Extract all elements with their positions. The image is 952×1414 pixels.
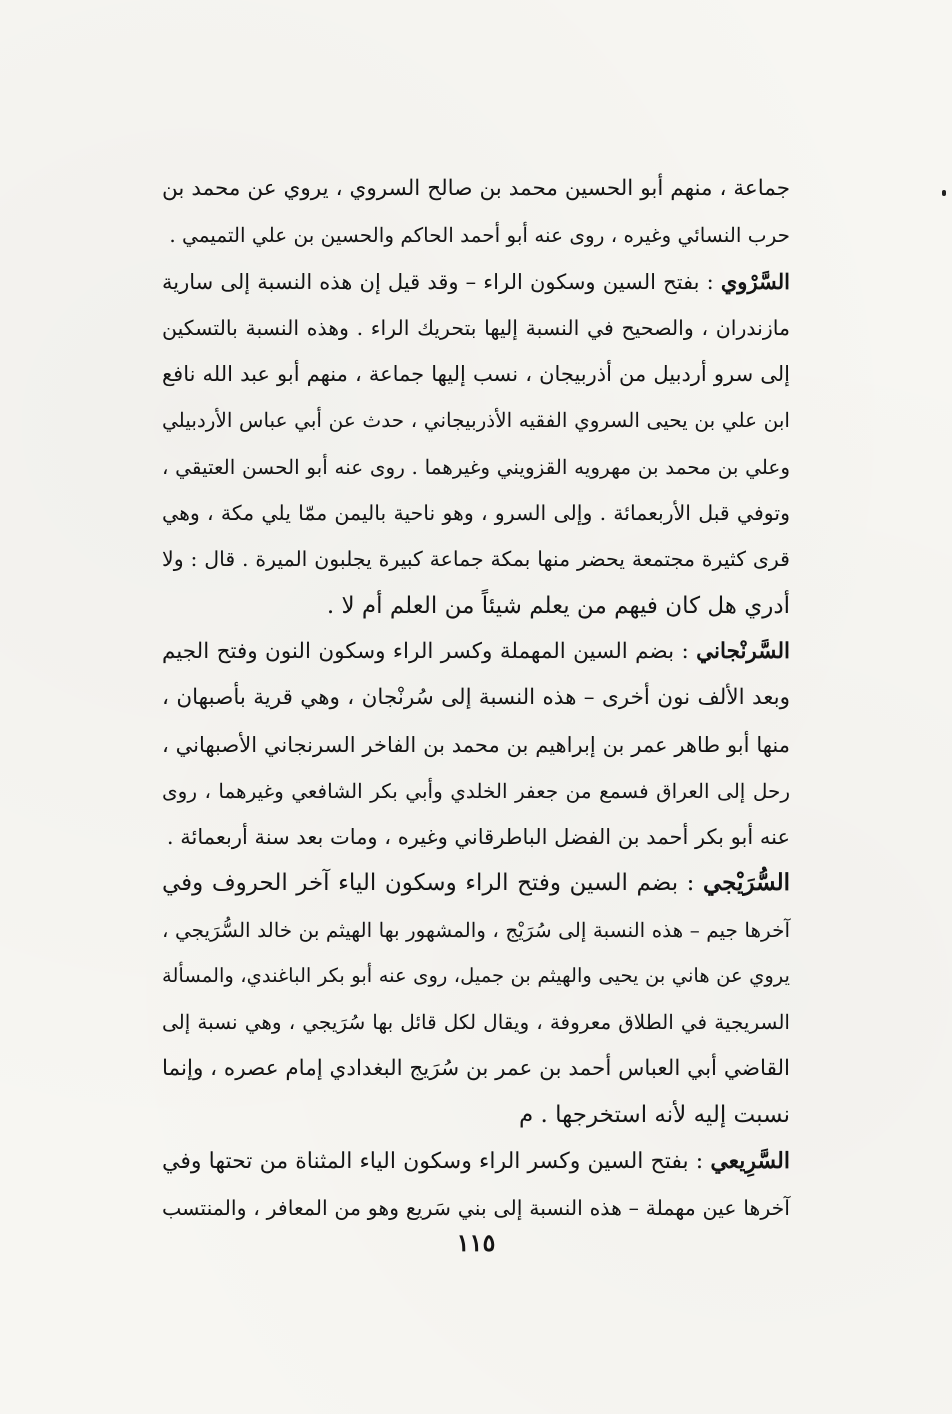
text-line: وبعد الألف نون أخرى – هذه النسبة إلى سُرنْجان ، وهي قرية بأصبهان ، [162,685,790,711]
text-line: قرى كثيرة مجتمعة يحضر منها بمكة جماعة كبيرة يجلبون الميرة . قال : ولا [162,547,790,572]
text-line: إلى سرو أردبيل من أذربيجان ، نسب إليها جماعة ، منهم أبو عبد الله نافع [162,362,790,387]
text-line: حرب النسائي وغيره ، روى عنه أبو أحمد الحاكم والحسين بن علي التميمي . [169,223,790,248]
text-line: يروي عن هاني بن يحيى والهيثم بن جميل، روى عنه أبو بكر الباغندي، والمسألة [162,964,790,988]
entry-heading: السَّرِيعي [710,1148,790,1175]
text-line: القاضي أبي العباس أحمد بن عمر بن سُرَيج البغدادي إمام عصره ، وإنما [162,1055,790,1081]
text-line: عنه أبو بكر أحمد بن الفضل الباطرقاني وغيره ، ومات بعد سنة أربعمائة . [166,825,790,850]
entry-line: السَّرْوي : بفتح السين وسكون الراء – وقد قيل إن هذه النسبة إلى سارية [162,268,790,294]
text-line: منها أبو طاهر عمر بن إبراهيم بن محمد بن الفاخر السرنجاني الأصبهاني ، [162,732,790,757]
text-line: آخرها جيم – هذه النسبة إلى سُرَيْج ، والمشهور بها الهيثم بن خالد السُّرَيجي ، [162,917,790,942]
entry-heading: السَّرْوي [720,268,790,294]
text-line: جماعة ، منهم أبو الحسين محمد بن صالح السروي ، يروي عن محمد بن [162,176,790,201]
margin-mark [942,190,946,196]
text-line: رحل إلى العراق فسمع من جعفر الخلدي وأبي بكر الشافعي وغيرهما ، روى [162,778,790,803]
text-line: ابن علي بن يحيى السروي الفقيه الأذربيجاني ، حدث عن أبي عباس الأردبيلي [162,408,790,433]
entry-line: السَّرنْجاني : بضم السين المهملة وكسر الراء وسكون النون وفتح الجيم [162,638,790,664]
text-line: أدري هل كان فيهم من يعلم شيئاً من العلم أم لا . [326,592,790,619]
body-text [162,166,790,1231]
text-line: السريجية في الطلاق معروفة ، ويقال لكل قائل بها سُرَيجي ، وهي نسبة إلى [162,1010,790,1035]
entry-line: السَّرِيعي : بفتح السين وكسر الراء وسكون الياء المثناة من تحتها وفي [162,1148,790,1175]
entry-heading: السَّرنْجاني [696,638,790,664]
text-line: مازندران ، والصحيح في النسبة إليها بتحريك الراء . وهذه النسبة بالتسكين [162,315,790,340]
text-line: نسبت إليه لأنه استخرجها . م [518,1101,790,1128]
entry-heading: السُّرَيْجي [702,869,790,897]
text-line: وتوفي قبل الأربعمائة . وإلى السرو ، وهو ناحية باليمن ممّا يلي مكة ، وهي [162,501,790,526]
entry-line: السُّرَيْجي : بضم السين وفتح الراء وسكون الياء آخر الحروف وفي [162,869,790,897]
text-line: وعلي بن محمد بن مهرويه القزويني وغيرهما . روى عنه أبو الحسن العتيقي ، [162,454,790,479]
text-line: آخرها عين مهملة – هذه النسبة إلى بني سَريع وهو من المعافر ، والمنتسب [162,1195,790,1220]
page-number: ١١٥ [456,1228,496,1257]
